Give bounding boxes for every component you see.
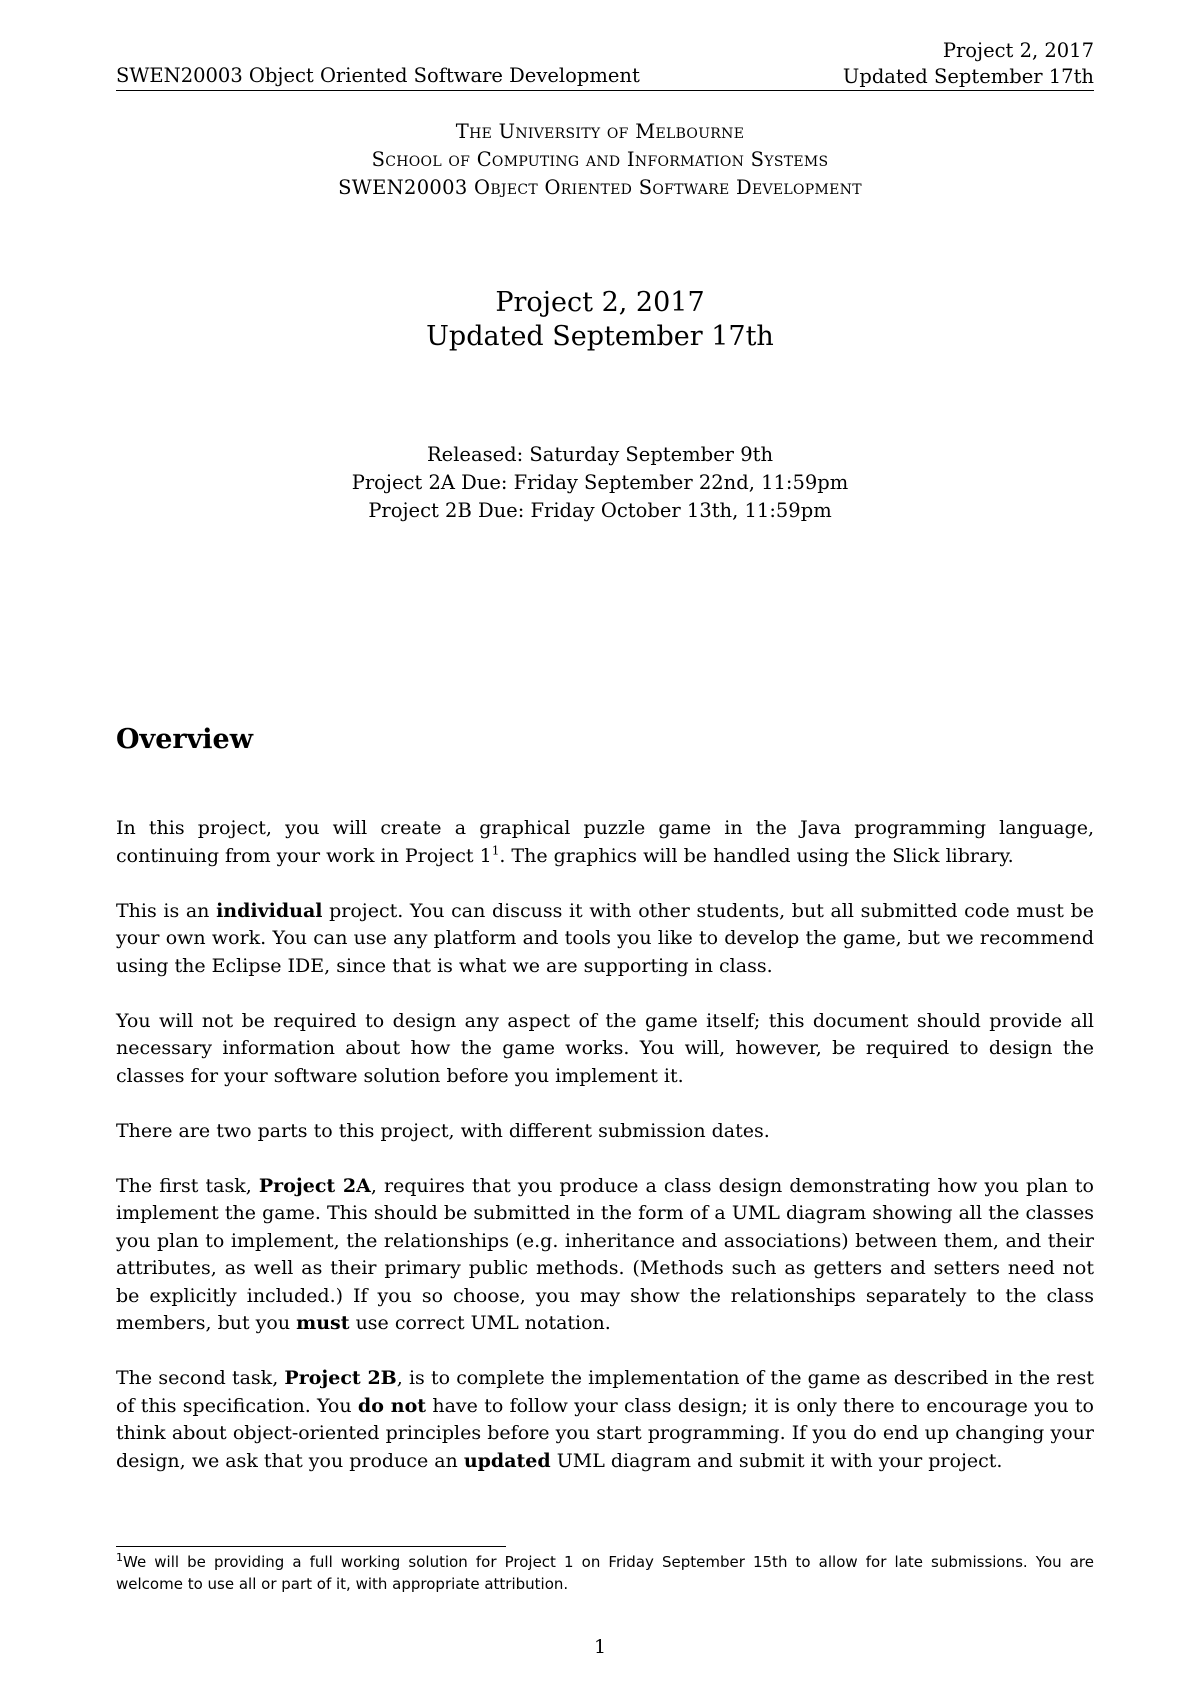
footnote-mark: 1: [116, 1551, 123, 1564]
university-name: The University of Melbourne: [455, 120, 745, 143]
page-number: 1: [593, 1636, 607, 1658]
emphasis-text: individual: [216, 899, 323, 922]
title-line-1: Project 2, 2017: [495, 287, 705, 318]
running-header-course: SWEN20003 Object Oriented Software Development: [116, 64, 640, 87]
footnote-marker: 1: [491, 843, 500, 858]
paragraph-text: In this project, you will create a graphical puzzle game in the Java programming language, continuing from your work in Project 1: [116, 817, 1094, 867]
paragraph-text: This is an: [116, 899, 217, 922]
dates-block: [0, 441, 1200, 525]
paragraph-text: project. You can discuss it with other students, but all submitted code must be your own work. You can use any platform and tools you like to develop the game, but we recommend using the Eclipse IDE, since that is what we are supporting in class.: [116, 899, 1094, 977]
paragraph-2: [116, 898, 1094, 981]
paragraph-1: [116, 815, 1094, 870]
institution-block: [0, 118, 1200, 202]
emphasis-text: must: [296, 1312, 350, 1334]
title-line-2: Updated September 17th: [426, 321, 774, 352]
emphasis-text: do not: [357, 1394, 427, 1417]
emphasis-text: updated: [463, 1449, 551, 1472]
paragraph-4: There are two parts to this project, with different submission dates.: [116, 1119, 770, 1142]
due-date-2b: Project 2B Due: Friday October 13th, 11:59pm: [368, 499, 832, 522]
overview-heading: Overview: [116, 724, 253, 755]
emphasis-text: Project 2B: [284, 1367, 397, 1389]
document-title: [0, 286, 1200, 354]
paragraph-text: The second task,: [116, 1367, 285, 1389]
school-name: School of Computing and Information Systems: [371, 148, 829, 171]
paragraph-3: You will not be required to design any aspect of the game itself; this document should provide all necessary information about how the game works. You will, however, be required to design the classes for your software solution before you implement it.: [116, 1009, 1094, 1087]
footnote-text: We will be providing a full working solution for Project 1 on Friday September 15th to allow for late submissions. You are welcome to use all or part of it, with appropriate attribution.: [116, 1553, 1094, 1593]
due-date-2a: Project 2A Due: Friday September 22nd, 11:59pm: [351, 471, 849, 494]
paragraph-text: , is to complete the implementation of the game as described in the rest of this specification. You: [116, 1367, 1094, 1417]
running-header-updated: Updated September 17th: [842, 65, 1094, 88]
overview-body: [116, 815, 1094, 1503]
footnote: [116, 1551, 1094, 1595]
paragraph-text: UML diagram and submit it with your project.: [550, 1449, 1003, 1472]
paragraph-text: The first task,: [116, 1174, 259, 1197]
paragraph-6: [116, 1365, 1094, 1475]
paragraph-text: , requires that you produce a class design demonstrating how you plan to implement the game. This should be submitted in the form of a UML diagram showing all the classes you plan to implement, the relationships (e.g. inheritance and associations) between them, and their attributes, as well as their primary public methods. (Methods such as getters and setters need not be explicitly included.) If you so choose, you may show the relationships separately to the class members, but you: [116, 1174, 1094, 1334]
running-header-project-title: Project 2, 2017: [942, 39, 1094, 62]
subject-name: SWEN20003 Object Oriented Software Development: [338, 176, 862, 199]
paragraph-text: have to follow your class design; it is only there to encourage you to think about object-oriented principles before you start programming. If you do end up changing your design, we ask that you produce an: [116, 1394, 1094, 1472]
paragraph-text: use correct UML notation.: [349, 1312, 611, 1334]
running-header-project: [843, 38, 1094, 90]
paragraph-5: [116, 1173, 1094, 1338]
footnote-rule: [116, 1546, 506, 1547]
emphasis-text: Project 2A: [258, 1174, 371, 1197]
release-date: Released: Saturday September 9th: [426, 443, 774, 466]
header-rule: [116, 90, 1094, 91]
paragraph-text: . The graphics will be handled using the Slick library.: [499, 844, 1014, 867]
